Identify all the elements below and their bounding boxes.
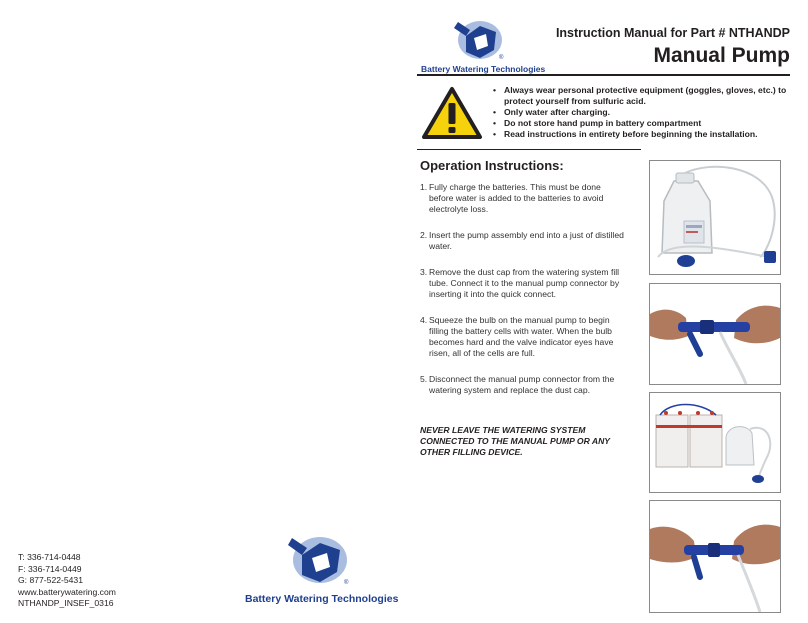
warning-item: • Only water after charging. [493,107,611,117]
operation-heading: Operation Instructions: [420,158,564,173]
photo-batteries-filling [649,392,781,493]
registered-mark-bottom: ® [344,580,349,586]
step-5: 5. Disconnect the manual pump connector from the watering system and replace the dust cap. [420,374,615,395]
website-url: www.batterywatering.com [18,586,116,597]
step-1: 1. Fully charge the batteries. This must be done before water is added to the batteries to avoid electrolyte loss. [420,182,604,214]
brand-name-top: Battery Watering Technologies [421,64,546,74]
contact-block [18,552,116,610]
header-divider [417,74,790,76]
connecting-illustration [650,284,780,384]
manual-title: Instruction Manual for Part # NTHANDP [555,26,790,40]
step-3: 3. Remove the dust cap from the watering system fill tube. Connect it to the manual pump connector by inserting it into the quick connect. [420,267,620,299]
step-2: 2. Insert the pump assembly end into a just of distilled water. [420,230,624,251]
safety-notice: NEVER LEAVE THE WATERING SYSTEM CONNECTED TO THE MANUAL PUMP OR ANY OTHER FILLING DEVICE. [420,425,610,457]
photo-jug-with-pump [649,160,781,275]
fax-number: F: 336-714-0449 [18,563,82,574]
document-code: NTHANDP_INSEF_0316 [18,598,114,608]
warning-item: • Always wear personal protective equipment (goggles, gloves, etc.) to protect yourself from sulfuric acid. [493,85,787,106]
batteries-illustration [650,393,780,492]
registered-mark-top: ® [499,55,504,61]
step-4: 4. Squeeze the bulb on the manual pump to begin filling the battery cells with water. When the bulb becomes hard and the valve indicator eyes have risen, all of the cells are full. [420,315,614,358]
jug-illustration [650,161,780,274]
brand-name-bottom: Battery Watering Technologies [245,593,399,605]
brand-logo-bottom-mark [278,528,354,592]
photo-connecting-pump [649,283,781,385]
warning-triangle-icon [421,86,483,140]
phone-number: T: 336-714-0448 [18,552,81,562]
warnings-divider [417,149,641,150]
product-name-heading: Manual Pump [653,44,790,67]
warning-item: • Read instructions in entirety before beginning the installation. [493,129,758,139]
toll-free-number: G: 877-522-5431 [18,575,83,585]
warning-item: • Do not store hand pump in battery compartment [493,118,702,128]
photo-disconnecting-pump [649,500,781,613]
disconnecting-illustration [650,501,780,612]
warning-list [493,85,793,140]
operation-steps [420,182,625,396]
